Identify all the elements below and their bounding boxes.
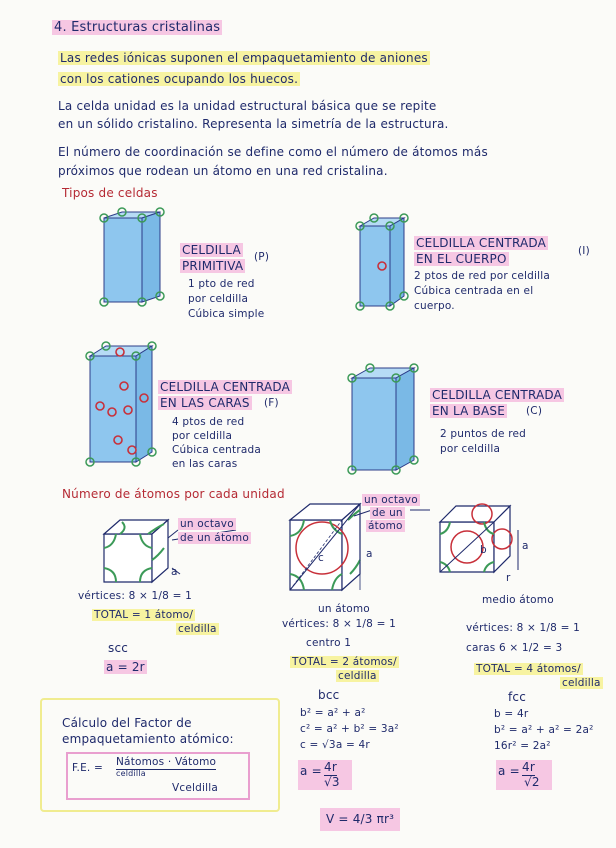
paragraph-3-line-2: próximos que rodean un átomo en una red cristalina. <box>58 164 388 178</box>
sc-relation: a = 2r <box>106 660 145 674</box>
cuerpo-desc-1: 2 ptos de red por celdilla <box>414 270 550 282</box>
bcc-eq2: c² = a² + b² = 3a² <box>300 723 399 735</box>
base-name-1: CELDILLA CENTRADA <box>432 388 563 402</box>
factor-title-2: empaquetamiento atómico: <box>62 732 234 746</box>
sc-a-label: a <box>171 566 178 578</box>
paragraph-2-line-1: La celda unidad es la unidad estructural básica que se repite <box>58 99 437 113</box>
caras-desc-3: Cúbica centrada <box>172 444 261 456</box>
primitiva-desc-3: Cúbica simple <box>188 308 265 320</box>
primitiva-code: (P) <box>254 251 270 263</box>
sc-total-2: celdilla <box>178 623 217 635</box>
caras-desc-1: 4 ptos de red <box>172 416 245 428</box>
primitiva-name-2: PRIMITIVA <box>182 259 244 273</box>
paragraph-2-line-2: en un sólido cristalino. Representa la simetría de la estructura. <box>58 117 449 131</box>
base-name-2: EN LA BASE <box>432 404 505 418</box>
base-centered-cell-drawing <box>348 364 418 474</box>
primitive-cell-drawing <box>100 208 164 306</box>
cuerpo-desc-3: cuerpo. <box>414 300 455 312</box>
face-centered-cell-drawing <box>86 342 156 466</box>
bcc-relation: a = 4r √3 <box>298 760 352 790</box>
sc-name: scc <box>108 641 129 655</box>
fcc-b-label: b <box>480 544 487 556</box>
tipos-heading: Tipos de celdas <box>62 186 158 200</box>
fcc-eq2: b² = a² + a² = 2a² <box>494 724 594 736</box>
paragraph-1-line-1: Las redes iónicas suponen el empaquetamiento de aniones <box>60 51 428 65</box>
bcc-total-1: TOTAL = 2 átomos/ <box>292 656 397 668</box>
cuerpo-name-1: CELDILLA CENTRADA <box>416 236 547 250</box>
primitiva-name-1: CELDILLA <box>182 243 241 257</box>
bcc-centro: centro 1 <box>306 637 352 649</box>
body-centered-cell-drawing <box>356 214 408 310</box>
bcc-eq1: b² = a² + a² <box>300 707 366 719</box>
caras-name-2: EN LAS CARAS <box>160 396 250 410</box>
sc-cube-drawing <box>104 520 180 582</box>
base-code: (C) <box>526 405 543 417</box>
fcc-r-label: r <box>506 572 511 584</box>
caras-desc-2: por celdilla <box>172 430 233 442</box>
fcc-side-label: medio átomo <box>482 594 554 606</box>
bcc-vertices: vértices: 8 × 1/8 = 1 <box>282 618 397 630</box>
bcc-cube-drawing <box>290 504 360 590</box>
octavo-label-2: de un átomo <box>180 532 249 544</box>
sc-total-1: TOTAL = 1 átomo/ <box>94 609 194 621</box>
fcc-total-1: TOTAL = 4 átomos/ <box>476 663 581 675</box>
fcc-eq1: b = 4r <box>494 708 529 720</box>
base-desc-2: por celdilla <box>440 443 501 455</box>
octavo2-label-2: de un <box>372 507 403 519</box>
caras-code: (F) <box>264 397 279 409</box>
fcc-caras: caras 6 × 1/2 = 3 <box>466 642 563 654</box>
octavo2-label-3: átomo <box>368 520 403 532</box>
bcc-a-label: a <box>366 548 373 560</box>
cuerpo-name-2: EN EL CUERPO <box>416 252 507 266</box>
fcc-a-label: a <box>522 540 529 552</box>
sphere-volume: V = 4/3 πr³ <box>320 808 400 831</box>
caras-desc-4: en las caras <box>172 458 238 470</box>
fcc-eq3: 16r² = 2a² <box>494 740 551 752</box>
caras-name-1: CELDILLA CENTRADA <box>160 380 291 394</box>
factor-formula: F.E. = Nátomos · Vátomo celdilla Vceldilla <box>66 752 250 800</box>
fcc-vertices: vértices: 8 × 1/8 = 1 <box>466 622 581 634</box>
fcc-cube-drawing <box>440 504 518 572</box>
octavo2-label-1: un octavo <box>364 494 418 506</box>
primitiva-desc-1: 1 pto de red <box>188 278 255 290</box>
cuerpo-code: (I) <box>578 245 590 257</box>
fcc-relation: a = 4r √2 <box>496 760 552 790</box>
factor-title-1: Cálculo del Factor de <box>62 716 192 730</box>
bcc-side-label: un átomo <box>318 603 370 615</box>
section-title: 4. Estructuras cristalinas <box>54 20 221 35</box>
paragraph-1-line-2: con los cationes ocupando los huecos. <box>60 72 299 86</box>
fcc-total-2: celdilla <box>562 677 601 689</box>
base-desc-1: 2 puntos de red <box>440 428 527 440</box>
bcc-total-2: celdilla <box>338 670 377 682</box>
sc-vertices: vértices: 8 × 1/8 = 1 <box>78 590 193 602</box>
atomos-heading: Número de átomos por cada unidad <box>62 487 285 501</box>
primitiva-desc-2: por celdilla <box>188 293 249 305</box>
bcc-name: bcc <box>318 688 340 702</box>
fcc-name: fcc <box>508 690 527 704</box>
paragraph-3-line-1: El número de coordinación se define como el número de átomos más <box>58 145 488 159</box>
octavo-label-1: un octavo <box>180 518 234 530</box>
bcc-eq3: c = √3a = 4r <box>300 739 370 751</box>
bcc-c-label: c <box>318 552 324 564</box>
cuerpo-desc-2: Cúbica centrada en el <box>414 285 534 297</box>
